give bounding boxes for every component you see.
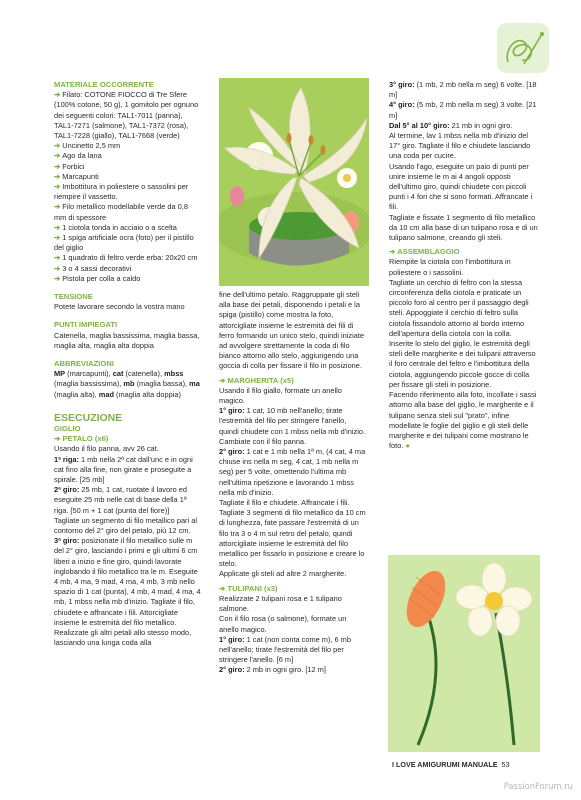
- materials-item: ➔ Forbici: [54, 161, 85, 171]
- arrow-right-icon: ➔: [54, 222, 63, 232]
- tulip-row-4: 4° giro: (5 mb, 2 mb nella m seg) 3 volte. [21 m]: [389, 100, 537, 120]
- petal-row-2: 2ª giro: 25 mb, 1 cat, ruotate il lavoro ed eseguite 25 mb nelle cat di base della 1ª riga. [50 m + 1 cat (punta del fiore)]: [54, 485, 187, 515]
- materials-item: ➔ 3 o 4 sassi decorativi: [54, 263, 132, 273]
- daisy-intro: Usando il filo giallo, formate un anello magico.: [219, 385, 342, 406]
- arrow-right-icon: ➔: [54, 263, 63, 273]
- daisy-row-1: 1° giro: 1 cat, 10 mb nell'anello; tirate l'estremità del filo per stringere l'anello, quindi chiudete con 1 mbss nella mb d'inizio.: [219, 406, 366, 436]
- materials-list: [54, 90, 202, 284]
- materials-item: ➔ Marcapunti: [54, 171, 99, 181]
- tulip-row-1: 1° giro: 1 cat (non conta come m), 6 mb nell'anello; tirate l'estremità del filo per stringere l'anello. [6 m]: [219, 634, 351, 665]
- arrow-right-icon: ➔: [54, 171, 63, 181]
- materials-item: ➔ Imbottitura in poliestere o sassolini per riempire il vassetto.: [54, 182, 189, 202]
- materials-item: ➔ Filo metallico modellabile verde da 0,8 mm di spessore: [54, 202, 188, 222]
- materials-item: ➔ Uncinetto 2,5 mm: [54, 141, 121, 151]
- magazine-name: I LOVE AMIGURUMI MANUALE: [392, 760, 498, 769]
- page-number: 53: [501, 760, 510, 769]
- petal-row-3: 3ª giro: posizionate il filo metallico sulle m del 2° giro, lasciando i primi e gli ultimi 6 cm liberi a inizio e fine giro, quindi lavorate inglobando il filo metallico tra le m. Eseguite 4 mb, 4 ma, 9 mad, 4 ma, 4 mb, 3 mb nello spazio di 1 cat (punta), 4 mb, 4 mad, 4 ma, 4 mb, 1 mbss nella mb d'inizio. Tagliate il filo, chiudete e affrancate i fili. Attorcigliate insieme le estremità del filo metallico.: [54, 536, 201, 627]
- tulip-daisy-photo: [388, 555, 540, 752]
- petal-wire: Tagliate un segmento di filo metallico pari al contorno del 2° giro del petalo, più 12 cm.: [54, 515, 197, 535]
- abbrev-text: MP (marcapunti), cat (catenella), mbss (maglia bassissima), mb (maglia bassa), ma (maglia alta), mad (maglia alta doppia): [54, 369, 200, 399]
- materials-item: ➔ Ago da lana: [54, 151, 102, 161]
- assembly-step-3: Inserite lo stelo del giglio, le estremità degli steli delle margherite e dei tulipani attraverso il foro centrale del feltro e l'imbottitura della ciotola, aggiungendo piccole gocce di colla per fissare gli steli in posizione.: [389, 339, 536, 389]
- materials-item: ➔ 1 spiga artificiale ocra (foto) per il pistillo del giglio: [54, 233, 194, 253]
- end-dot-icon: ●: [405, 441, 410, 451]
- petal-others: Realizzate gli altri petali allo stesso modo, lasciando una lunga coda alla: [54, 627, 192, 648]
- stitches-heading: PUNTI IMPIEGATI: [54, 320, 118, 330]
- page-footer: [392, 760, 552, 769]
- petal-intro: Usando il filo panna, avv 26 cat.: [54, 444, 159, 454]
- tulip-row-2: 2° giro: 2 mb in ogni giro. [12 m]: [219, 665, 326, 675]
- materials-item: ➔ 1 ciotola tonda in acciaio o a scelta: [54, 222, 177, 232]
- lily-photo: [219, 78, 369, 286]
- petal-heading: PETALO (x6): [62, 434, 109, 444]
- daisy-heading: MARGHERITA (x5): [227, 375, 294, 385]
- tulip-row-3: 3° giro: (1 mb, 2 mb nella m seg) 6 volte. [18 m]: [389, 80, 537, 100]
- arrow-right-icon: ➔: [54, 253, 63, 263]
- daisy-glue: Applicate gli steli ad altre 2 margherite.: [219, 569, 347, 579]
- arrow-right-icon: ➔: [54, 161, 63, 171]
- column-left: [54, 80, 202, 648]
- assembly-step-2: Tagliate un cerchio di feltro con la stessa circonferenza della ciotola e praticate un piccolo foro al centro per il passaggio degli steli. Appoggiate il cerchio di feltro sulla ciotola fissandolo attorno al bordo interno dell'apertura della ciotola con la colla.: [389, 277, 529, 338]
- arrow-right-icon: ➔: [54, 202, 63, 212]
- arrow-right-icon: ➔: [54, 182, 63, 192]
- watermark: PassionForum.ru: [503, 781, 573, 791]
- assembly-heading: ASSEMBLAGGIO: [397, 247, 460, 257]
- stitches-text: Catenella, maglia bassissima, maglia bassa, maglia alta, maglia alta doppia: [54, 330, 200, 350]
- tulip-wire: Tagliate e fissate 1 segmento di filo metallico da 10 cm alla base di un tulipano rosa e di un tulipano salmone, creando gli steli.: [389, 212, 538, 243]
- crochet-logo-icon: [494, 20, 552, 76]
- tulip-needle: Usando l'ago, eseguite un paio di punti per unire insieme le m ai 4 angoli opposti dell'ultimo giro, quindi chiudete con piccoli punti i 4 fori che si sono formati. Affrancate i fili.: [389, 161, 533, 212]
- tension-heading: TENSIONE: [54, 292, 93, 302]
- lily-assembly-text: fine dell'ultimo petalo. Raggruppate gli steli alla base dei petali, disponendo i petali e la spiga (pistillo) come mostra la foto, attorcigliate insieme le estremità dei fili di ferro formando un unico stelo, quindi iniziate ad avvolgere strettamente la coda di filo bianco attorno allo stelo, aggiungendo una goccia di colla per fissare il filo in posizione.: [219, 290, 365, 371]
- arrow-right-icon: ➔: [54, 141, 63, 151]
- tension-text: Potete lavorare secondo la vostra mano: [54, 302, 185, 312]
- materials-item: ➔ 1 quadrato di feltro verde erba: 20x20 cm: [54, 253, 198, 263]
- arrow-right-icon: ➔: [54, 273, 63, 283]
- arrow-right-icon: ➔: [219, 583, 228, 593]
- arrow-right-icon: ➔: [54, 233, 63, 243]
- arrow-right-icon: ➔: [219, 375, 228, 385]
- arrow-right-icon: ➔: [54, 90, 63, 100]
- materials-item: ➔ Pistola per colla a caldo: [54, 273, 141, 283]
- tulip-row-5-10: Dal 5° al 10° giro: 21 mb in ogni giro.: [389, 120, 513, 130]
- tulip-close: Al termine, lav 1 mbss nella mb d'inizio del 17° giro. Tagliate il filo e chiudete lasciando una coda per cucire.: [389, 131, 531, 161]
- assembly-step-1: Riempite la ciotola con l'imbottitura in poliestere o i sassolini.: [389, 257, 511, 277]
- column-right: [389, 80, 539, 451]
- lily-heading: GIGLIO: [54, 423, 81, 433]
- daisy-cut: Tagliate il filo e chiudete. Affrancate i fili. Tagliate 3 segmenti di filo metallico da 10 cm di lunghezza, fate passare l'estremità di un filo tra 3 o 4 m sul retro del petalo, quindi attorcigliate insieme le estremità del filo metallico per fissarlo in posizione e creare lo stelo.: [219, 498, 366, 569]
- materials-item: ➔ Filato: COTONE FIOCCO di Tre Sfere (100% cotone, 50 g), 1 gomitolo per ognuno dei seguenti colori: TAL1-7011 (panna), TAL1-7271 (salmone), TAL1-7372 (rosa), TAL1-7228 (giallo), TAL1-7668 (verde): [54, 90, 199, 141]
- tulip-ring: Con il filo rosa (o salmone), formate un anello magico.: [219, 614, 347, 634]
- execution-heading: ESECUZIONE: [54, 411, 123, 424]
- tulip-heading: TULIPANI (x3): [227, 583, 278, 593]
- column-middle: [219, 290, 367, 676]
- materials-heading: MATERIALE OCCORRENTE: [54, 80, 154, 89]
- daisy-change: Cambiate con il filo panna.: [219, 436, 307, 446]
- tulip-intro: Realizzate 2 tulipani rosa e 1 tulipano salmone.: [219, 593, 342, 614]
- petal-row-1: 1ª riga: 1 mb nella 2ª cat dall'unc e in ogni cat fino alla fine, non girate e proseguite a spirale. [25 mb]: [54, 454, 193, 484]
- arrow-right-icon: ➔: [54, 434, 63, 444]
- arrow-right-icon: ➔: [389, 247, 398, 257]
- assembly-step-4: Facendo riferimento alla foto, incollate i sassi attorno alla base del giglio, le margherite e il tulipano senza steli sul "prato", infine modellate le foglie del giglio e gli steli delle margherite e dei tulipani come mostrano le foto. ●: [389, 390, 537, 451]
- arrow-right-icon: ➔: [54, 151, 63, 161]
- daisy-row-2: 2° giro: 1 cat e 1 mb nella 1ª m, (4 cat, 4 ma chiuse ins nella m seg, 4 cat, 1 mb nella m seg) per 5 volte, omettendo l'ultima mb nell'ultima ripetizione e lavorando 1 mbss nella mb d'inizio.: [219, 447, 366, 497]
- abbrev-heading: ABBREVIAZIONI: [54, 359, 114, 369]
